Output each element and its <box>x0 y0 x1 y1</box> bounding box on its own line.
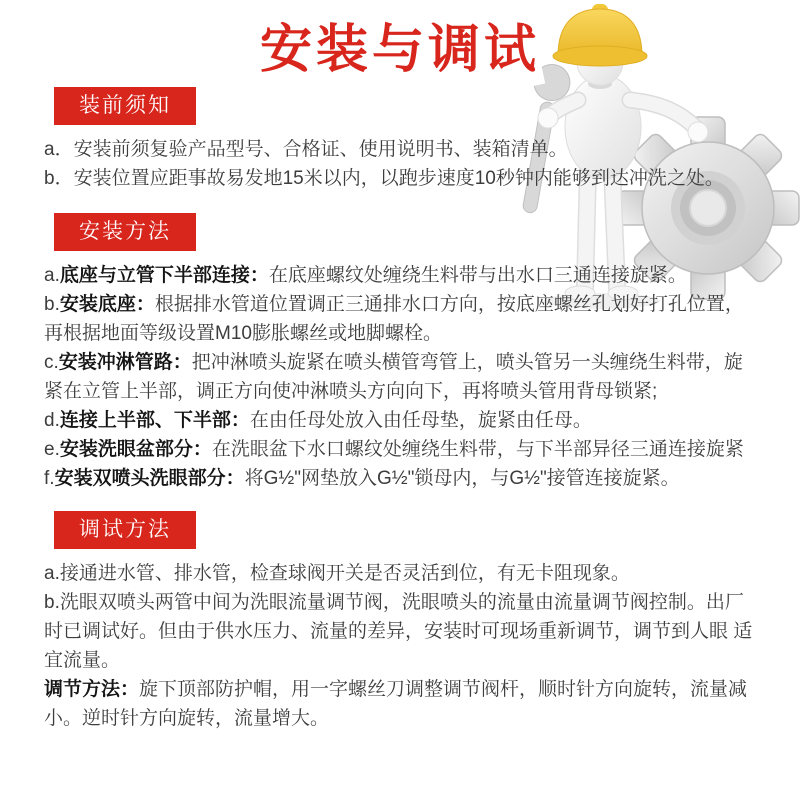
list-item <box>44 164 756 193</box>
instruction-content <box>0 20 800 733</box>
item-lead: 安装底座： <box>59 294 155 316</box>
pre-installation-list <box>44 135 756 193</box>
section-pre-install <box>44 87 756 125</box>
list-item <box>44 406 756 435</box>
list-item <box>44 261 756 290</box>
item-lead: 安装洗眼盆部分： <box>59 439 212 461</box>
list-item <box>44 435 756 464</box>
item-lead: 安装双喷头洗眼部分： <box>54 468 245 490</box>
item-text: 根据排水管道位置调正三通排水口方向，按底座螺丝孔划好打孔位置，再根据地面等级设置M10膨胀螺丝或地脚螺栓。 <box>44 294 744 345</box>
item-prefix: c. <box>44 352 59 374</box>
item-prefix: b． <box>44 168 74 190</box>
item-prefix: b. <box>44 294 60 316</box>
list-item <box>44 464 756 493</box>
item-lead: 安装冲淋管路： <box>58 352 192 374</box>
item-text: 旋下顶部防护帽，用一字螺丝刀调整调节阀杆，顺时针方向旋转，流量减小。逆时针方向旋转，流量增大。 <box>44 679 748 730</box>
item-lead: 连接上半部、下半部： <box>59 410 250 432</box>
badge-pre-installation-notes: 装前须知 <box>54 87 196 125</box>
item-text: 安装前须复验产品型号、合格证、使用说明书、装箱清单。 <box>73 139 568 161</box>
item-text: 把冲淋喷头旋紧在喷头横管弯管上，喷头管另一头缠绕生料带，旋紧在立管上半部，调正方向使冲淋喷头方向向下，再将喷头管用背母锁紧; <box>44 352 743 403</box>
item-text: 接通进水管、排水管，检查球阀开关是否灵活到位，有无卡阻现象。 <box>59 563 630 585</box>
item-lead: 调节方法： <box>44 679 140 701</box>
item-prefix: e. <box>44 439 60 461</box>
item-prefix: d. <box>44 410 60 432</box>
item-text: 在由任母处放入由任母垫，旋紧由任母。 <box>249 410 592 432</box>
item-prefix: f. <box>44 468 55 490</box>
badge-testing-method: 调试方法 <box>54 511 196 549</box>
item-text: 将G½"网垫放入G½"锁母内，与G½"接管连接旋紧。 <box>244 468 680 490</box>
list-item <box>44 290 756 348</box>
badge-installation-method: 安装方法 <box>54 213 196 251</box>
list-item <box>44 559 756 588</box>
testing-method-list <box>44 559 756 733</box>
section-install-method <box>44 213 756 251</box>
list-item <box>44 675 756 733</box>
item-prefix: a. <box>44 265 60 287</box>
list-item <box>44 588 756 675</box>
section-test-method <box>44 511 756 549</box>
item-prefix: a． <box>44 139 74 161</box>
item-prefix: a. <box>44 563 60 585</box>
list-item <box>44 348 756 406</box>
item-text: 在洗眼盆下水口螺纹处缠绕生料带，与下半部异径三通连接旋紧 <box>211 439 744 461</box>
item-text: 安装位置应距事故易发地15米以内，以跑步速度10秒钟内能够到达冲洗之处。 <box>73 168 724 190</box>
list-item <box>44 135 756 164</box>
item-text: 洗眼双喷头两管中间为洗眼流量调节阀，洗眼喷头的流量由流量调节阀控制。出厂时已调试好。但由于供水压力、流量的差异，安装时可现场重新调节，调节到人眼 适宜流量。 <box>44 592 753 672</box>
item-lead: 底座与立管下半部连接： <box>59 265 269 287</box>
installation-method-list <box>44 261 756 493</box>
item-prefix: b. <box>44 592 60 614</box>
item-text: 在底座螺纹处缠绕生料带与出水口三通连接旋紧。 <box>268 265 687 287</box>
page-title: 安装与调试 <box>259 21 540 79</box>
